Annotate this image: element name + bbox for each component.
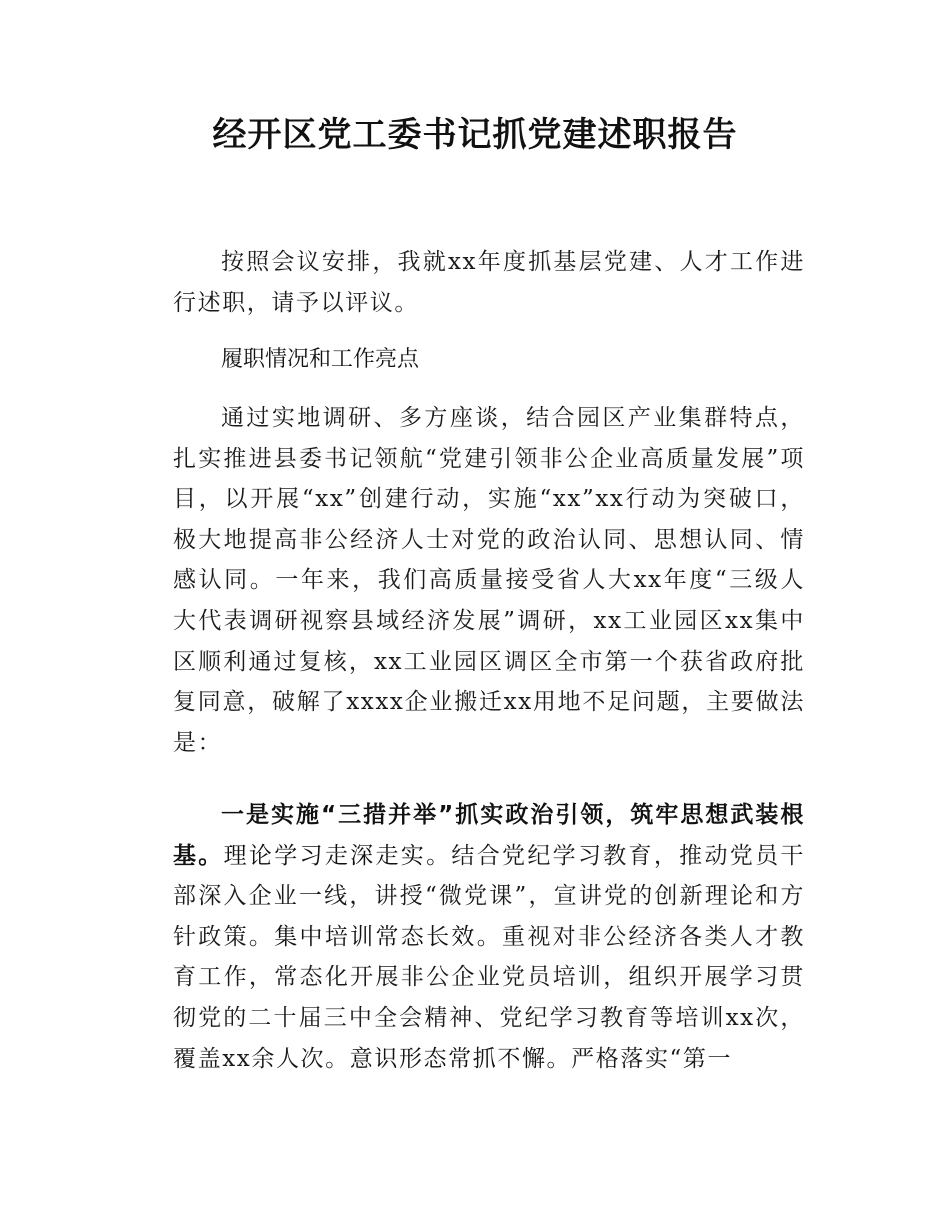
section-heading: 履职情况和工作亮点 (221, 347, 420, 372)
sub1-text: 结合党纪学习教育，推动党员干部深入企业一线，讲授“微党课”，宣讲党的创新理论和方针政策。 (173, 842, 806, 950)
sub3-heading: 意识形态常抓不懈。 (349, 1045, 572, 1072)
sub3-text: 严格落实“第一 (571, 1045, 733, 1072)
point-one-paragraph (173, 795, 805, 1079)
point-one-lead: 一是实施“三措并举”抓实政治引领，筑牢思想武装根基。 (173, 802, 805, 869)
intro-paragraph: 按照会议安排，我就xx年度抓基层党建、人才工作进行述职，请予以评议。 (173, 249, 805, 316)
document-title: 经开区党工委书记抓党建述职报告 (212, 115, 738, 155)
overview-paragraph: 通过实地调研、多方座谈，结合园区产业集群特点，扎实推进县委书记领航“党建引领非公企业高质量发展”项目，以开展“xx”创建行动，实施“xx”xx行动为突破口，极大地提高非公经济人士对党的政治认同、思想认同、情感认同。一年来，我们高质量接受省人大xx年度“三级人大代表调研视察县域经济发展”调研，xx工业园区xx集中区顺利通过复核，xx工业园区调区全市第一个获省政府批复同意，破解了xxxx企业搬迁xx用地不足问题，主要做法是： (173, 405, 805, 756)
sub2-text: 重视对非公经济各类人才教育工作，常态化开展非公企业党员培训，组织开展学习贯彻党的二十届三中全会精神、党纪学习教育等培训xx次，覆盖xx余人次。 (173, 923, 806, 1072)
sub2-heading: 集中培训常态长效。 (274, 923, 503, 950)
sub1-heading: 理论学习走深走实。 (223, 842, 452, 869)
